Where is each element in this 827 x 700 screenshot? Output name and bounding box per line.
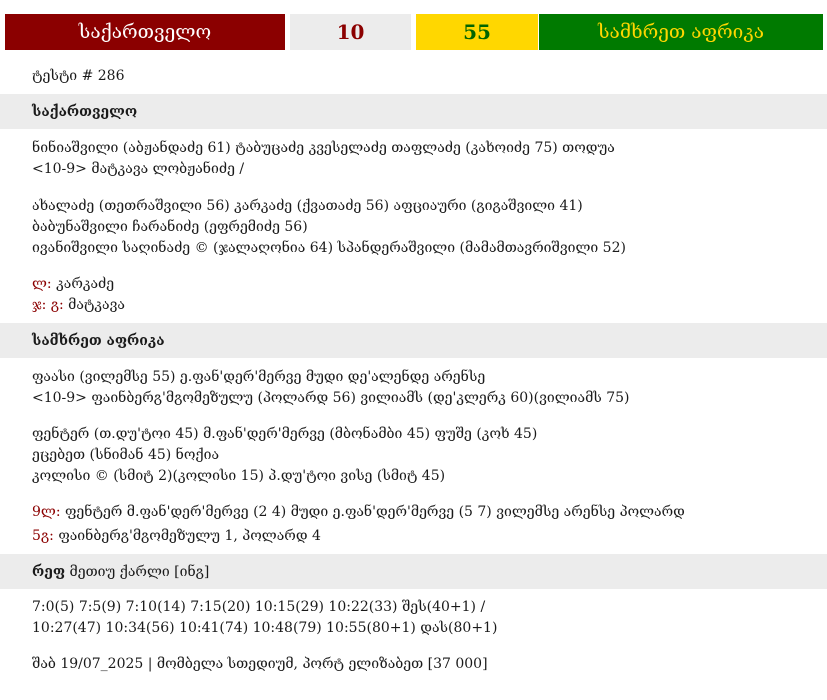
away-tries	[32, 502, 685, 522]
home-kicks-text: მატკავა	[68, 297, 125, 313]
home-backs-line-1: ნინიაშვილი (აბჟანდაძე 61) ტაბუცაძე კვესელაძე თაფლაძე (კახოიძე 75) თოდუა	[32, 140, 615, 156]
away-kicks-text: ფაინბერგ'მგომეზულუ 1, პოლარდ 4	[58, 528, 321, 544]
away-kicks-label: 5გ:	[32, 528, 54, 544]
home-section-header	[0, 94, 827, 129]
away-backs-line-1: ფაასი (ვილემსე 55) ე.ფან'დერ'მერვე მუდი დე'ალენდე არენსე	[32, 369, 486, 385]
home-team-name: საქართველო	[5, 14, 285, 50]
away-forwards-line-1: ფენტერ (თ.დუ'ტოი 45) მ.ფან'დერ'მერვე (მბონამბი 45) ფუშე (კოხ 45)	[32, 426, 538, 442]
away-kicks	[32, 526, 321, 546]
home-tries	[32, 274, 114, 294]
home-tries-label: ლ:	[32, 276, 52, 292]
home-forwards-line-3: ივანიშვილი საღინაძე © (ჯალაღონია 64) სპანდერაშვილი (მამამთავრიშვილი 52)	[32, 240, 626, 256]
away-backs-line-2: <10-9> ფაინბერგ'მგომეზულუ (პოლარდ 56) ვილიამს (დე'კლერკ 60)(ვილიამს 75)	[32, 390, 630, 406]
away-team-score: 55	[416, 14, 538, 50]
away-section-header	[0, 323, 827, 358]
score-timeline-line-2: 10:27(47) 10:34(56) 10:41(74) 10:48(79) 10:55(80+1) დას(80+1)	[32, 620, 498, 636]
referee-label: რეფ	[32, 564, 66, 580]
home-forwards-line-2: ბაბუნაშვილი ჩარანიძე (ეფრემიძე 56)	[32, 219, 308, 235]
referee-line	[32, 562, 209, 582]
score-timeline-line-1: 7:0(5) 7:5(9) 7:10(14) 7:15(20) 10:15(29) 10:22(33) შეს(40+1) /	[32, 599, 486, 615]
venue-info: შაბ 19/07_2025 | მომბელა სთედიუმ, პორტ ელიზაბეთ [37 000]	[32, 656, 488, 672]
home-kicks-label: ჯ: გ:	[32, 297, 64, 313]
referee-name: მეთიუ ქარლი [ინგ]	[69, 564, 210, 580]
away-forwards-line-2: ეცებეთ (სნიმან 45) ნოქია	[32, 447, 220, 463]
away-tries-text: ფენტერ მ.ფან'დერ'მერვე (2 4) მუდი ე.ფან'დერ'მერვე (5 7) ვილემსე არენსე პოლარდ	[65, 504, 685, 520]
home-tries-text: კარკაძე	[56, 276, 115, 292]
test-number: ტესტი # 286	[32, 68, 125, 84]
home-section-title: საქართველო	[32, 104, 138, 120]
away-section-title: სამხრეთ აფრიკა	[32, 333, 165, 349]
scoreboard	[5, 14, 823, 50]
away-tries-label: 9ლ:	[32, 504, 61, 520]
home-backs-line-2: <10-9> მატკავა ლობჟანიძე /	[32, 161, 245, 177]
home-forwards-line-1: ახალაძე (თეთრაშვილი 56) კარკაძე (ქვათაძე 56) აფციაური (გიგაშვილი 41)	[32, 198, 583, 214]
home-kicks	[32, 295, 125, 315]
referee-section-header	[0, 554, 827, 589]
away-team-name: სამხრეთ აფრიკა	[539, 14, 823, 50]
home-team-score: 10	[290, 14, 411, 50]
away-forwards-line-3: კოლისი © (სმიტ 2)(კოლისი 15) პ.დუ'ტოი ვისე (სმიტ 45)	[32, 468, 446, 484]
